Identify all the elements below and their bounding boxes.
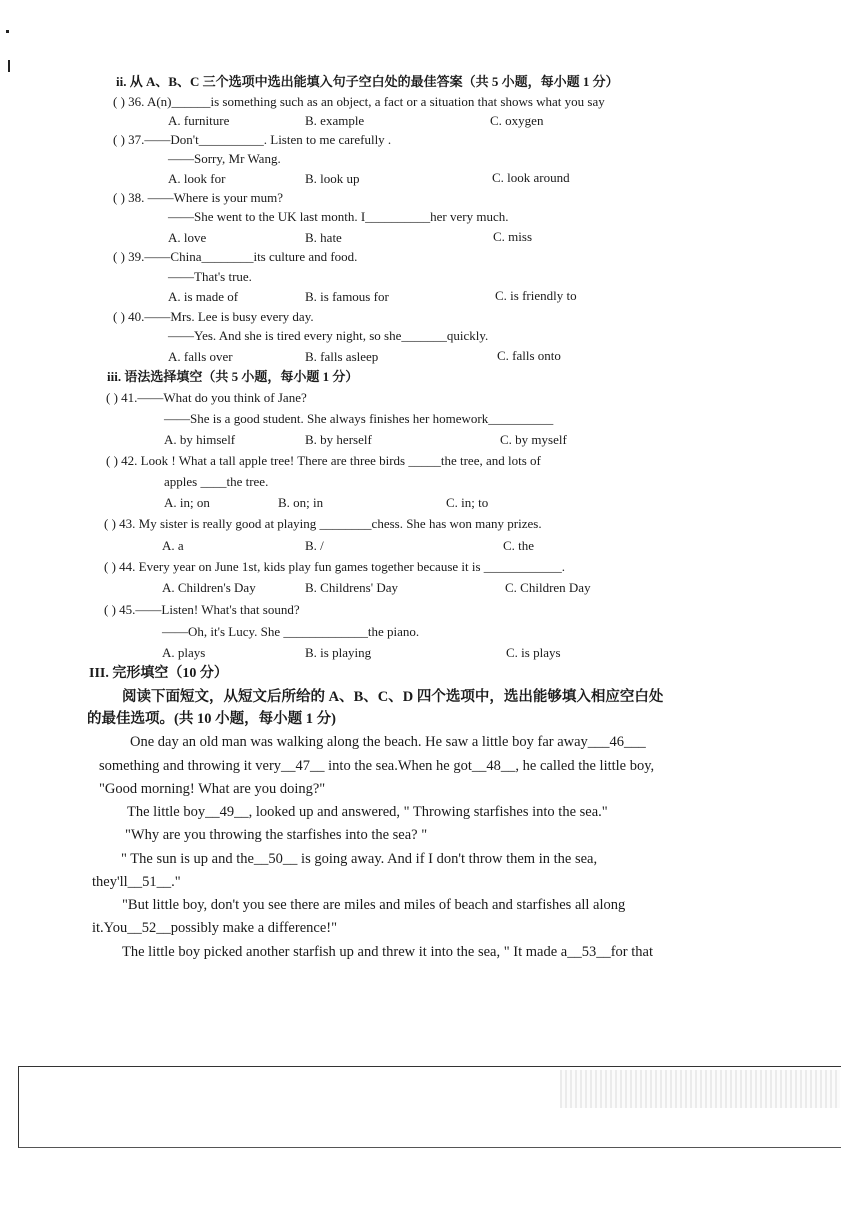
passage-line: One day an old man was walking along the beach. He saw a little boy far away___46___ — [130, 734, 646, 750]
scan-mark — [8, 60, 10, 72]
scan-mark — [6, 30, 9, 33]
option-a: A. furniture — [168, 113, 230, 128]
question-36-text: ( ) 36. A(n)______is something such as an object, a fact or a situation that shows what you say — [113, 94, 605, 109]
scan-noise — [560, 1070, 840, 1108]
option-b: B. Childrens' Day — [305, 580, 398, 595]
passage-line: "But little boy, don't you see there are miles and miles of beach and starfishes all along — [122, 897, 626, 913]
option-c: C. is friendly to — [495, 288, 577, 303]
passage-line: something and throwing it very__47__ into the sea.When he got__48__, he called the little boy, — [99, 758, 655, 774]
option-c: C. falls onto — [497, 348, 561, 363]
option-a: A. falls over — [168, 349, 233, 364]
option-c: C. look around — [492, 170, 570, 185]
passage-line: "Why are you throwing the starfishes into the sea? " — [125, 827, 428, 843]
option-b: B. is playing — [305, 645, 372, 660]
question-44-text: ( ) 44. Every year on June 1st, kids play fun games together because it is ____________. — [104, 559, 566, 574]
passage-line: " The sun is up and the__50__ is going away. And if I don't throw them in the sea, — [121, 851, 598, 867]
option-a: A. a — [162, 538, 184, 553]
question-38-reply: ——She went to the UK last month. I__________her very much. — [168, 209, 509, 224]
question-39-reply: ——That's true. — [168, 269, 252, 284]
option-b: B. is famous for — [305, 289, 389, 304]
passage-line: "Good morning! What are you doing?" — [99, 781, 326, 797]
question-42-continuation: apples ____the tree. — [164, 474, 269, 489]
option-b: B. hate — [305, 230, 342, 245]
question-41-reply: ——She is a good student. She always finishes her homework__________ — [164, 411, 554, 426]
option-b: B. falls asleep — [305, 349, 379, 364]
section-instruction: 的最佳选项。(共 10 小题，每小题 1 分) — [87, 711, 336, 727]
question-40-text: ( ) 40.——Mrs. Lee is busy every day. — [113, 309, 314, 324]
section-heading: iii. 语法选择填空（共 5 小题，每小题 1 分） — [107, 369, 359, 384]
option-b: B. example — [305, 113, 365, 128]
section-instruction: 阅读下面短文，从短文后所给的 A、B、C、D 四个选项中，选出能够填入相应空白处 — [122, 689, 664, 705]
question-41-text: ( ) 41.——What do you think of Jane? — [106, 390, 307, 405]
question-42-text: ( ) 42. Look ! What a tall apple tree! There are three birds _____the tree, and lots of — [106, 453, 541, 468]
question-37-reply: ——Sorry, Mr Wang. — [168, 151, 281, 166]
option-a: A. plays — [162, 645, 206, 660]
section-heading: ii. 从 A、B、C 三个选项中选出能填入句子空白处的最佳答案（共 5 小题，每小题 1 分） — [116, 74, 619, 89]
section-heading: III. 完形填空（10 分） — [89, 666, 228, 681]
question-38-text: ( ) 38. ——Where is your mum? — [113, 190, 284, 205]
option-a: A. Children's Day — [162, 580, 256, 595]
option-a: A. love — [168, 230, 207, 245]
option-b: B. by herself — [305, 432, 372, 447]
option-c: C. by myself — [500, 432, 567, 447]
question-40-reply: ——Yes. And she is tired every night, so she_______quickly. — [168, 328, 489, 343]
option-a: A. by himself — [164, 432, 236, 447]
option-a: A. look for — [168, 171, 226, 186]
passage-line: The little boy picked another starfish up and threw it into the sea, " It made a__53__for that — [122, 944, 653, 960]
option-c: C. is plays — [506, 645, 561, 660]
option-b: B. look up — [305, 171, 360, 186]
option-b: B. on; in — [278, 495, 324, 510]
question-45-text: ( ) 45.——Listen! What's that sound? — [104, 602, 300, 617]
passage-line: it.You__52__possibly make a difference!" — [92, 920, 337, 936]
passage-line: they'll__51__." — [92, 874, 181, 890]
option-a: A. is made of — [168, 289, 239, 304]
option-c: C. in; to — [446, 495, 489, 510]
option-a: A. in; on — [164, 495, 210, 510]
option-c: C. miss — [493, 229, 533, 244]
question-39-text: ( ) 39.——China________its culture and food. — [113, 249, 358, 264]
question-37-text: ( ) 37.——Don't__________. Listen to me carefully . — [113, 132, 392, 147]
option-c: C. Children Day — [505, 580, 591, 595]
question-45-reply: ——Oh, it's Lucy. She _____________the piano. — [162, 624, 420, 639]
option-c: C. oxygen — [490, 113, 544, 128]
option-b: B. / — [305, 538, 324, 553]
question-43-text: ( ) 43. My sister is really good at playing ________chess. She has won many prizes. — [104, 516, 542, 531]
passage-line: The little boy__49__, looked up and answered, " Throwing starfishes into the sea." — [127, 804, 608, 820]
option-c: C. the — [503, 538, 535, 553]
